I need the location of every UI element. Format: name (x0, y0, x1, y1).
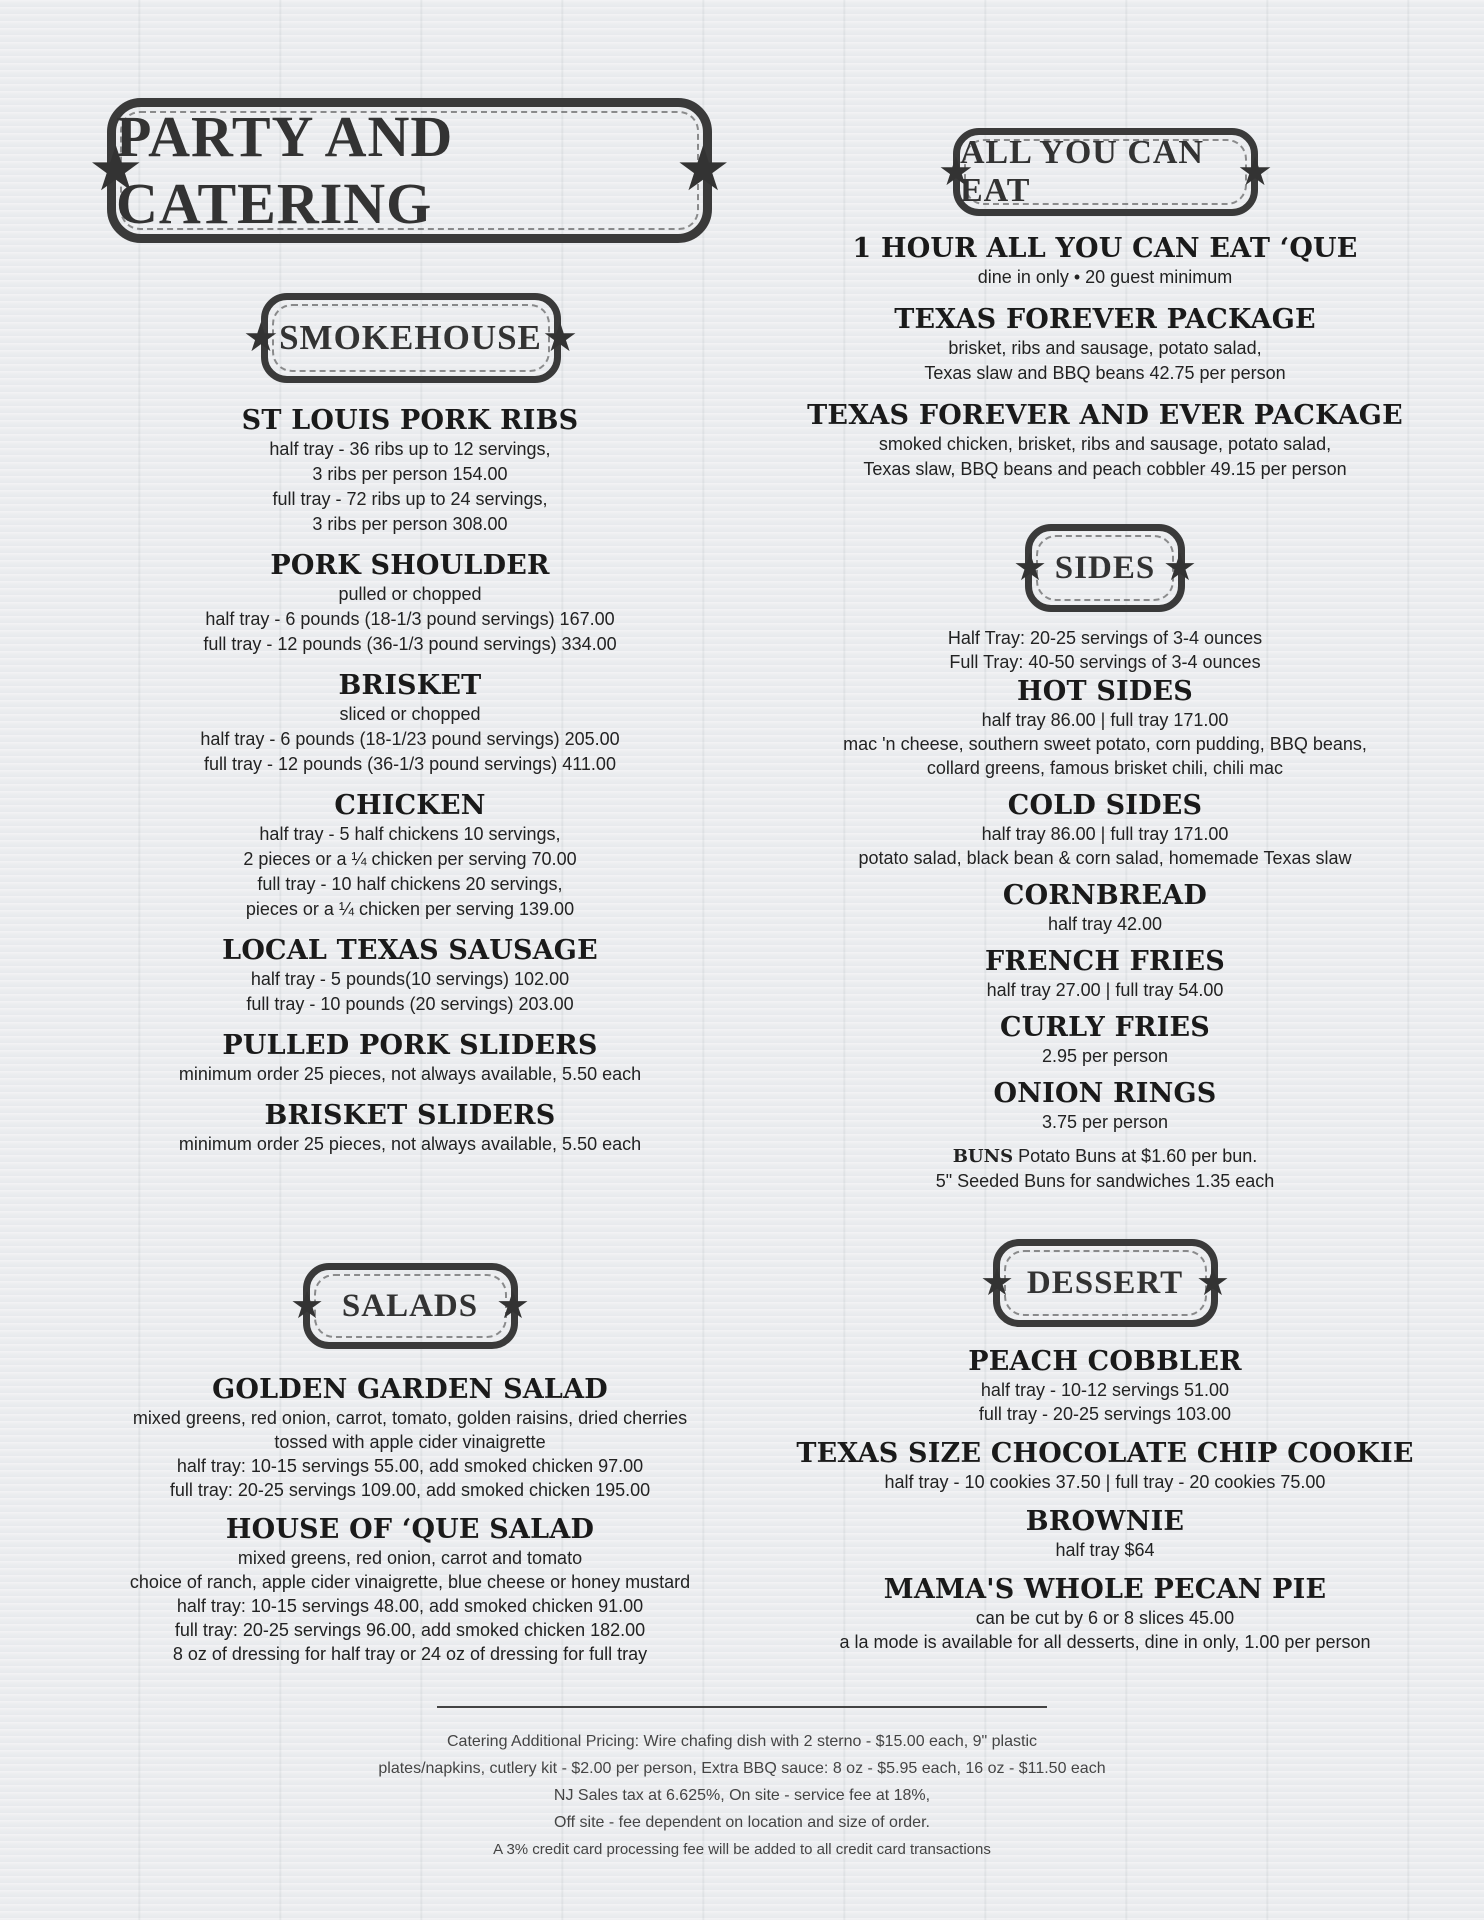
item-title: HOUSE OF ‘QUE SALAD (225, 1514, 595, 1545)
ayce-frame (953, 128, 1258, 216)
menu-item-pulled-pork-sliders (95, 1030, 725, 1087)
item-desc: full tray - 12 pounds (36-1/3 pound servings) 411.00 (204, 754, 616, 774)
star-icon: ★ (495, 1285, 530, 1327)
star-icon: ★ (1013, 547, 1048, 589)
dessert-items (790, 1346, 1420, 1654)
sides-items (790, 626, 1420, 1193)
footer-line: Off site - fee dependent on location and size of order. (554, 1814, 930, 1831)
item-desc: Texas slaw, BBQ beans and peach cobbler 49.15 per person (863, 459, 1347, 479)
dessert-badge (980, 1238, 1230, 1328)
menu-item-texas-forever-package (790, 304, 1420, 386)
footer-notes (350, 1728, 1134, 1863)
menu-item-golden-garden-salad (90, 1374, 730, 1502)
item-desc: half tray 86.00 | full tray 171.00 (981, 824, 1229, 844)
item-title: CORNBREAD (1002, 880, 1208, 911)
star-icon: ★ (542, 316, 578, 360)
menu-item-st-louis-pork-ribs (95, 405, 725, 537)
section-title-salads: SALADS (341, 1287, 479, 1324)
header-badge (88, 95, 731, 245)
item-desc: pulled or chopped (338, 584, 482, 604)
item-title: TEXAS FOREVER PACKAGE (894, 304, 1316, 335)
star-icon: ★ (1162, 547, 1197, 589)
item-title: CHICKEN (334, 790, 486, 821)
buns-line (790, 1144, 1420, 1169)
star-icon: ★ (675, 135, 731, 204)
item-title: ST LOUIS PORK RIBS (241, 405, 579, 436)
menu-item-peach-cobbler (790, 1346, 1420, 1426)
item-desc: tossed with apple cider vinaigrette (274, 1432, 546, 1452)
menu-item-curly-fries (790, 1012, 1420, 1068)
footer-line: plates/napkins, cutlery kit - $2.00 per person, Extra BBQ sauce: 8 oz - $5.95 each, 16 oz - $11.50 each (378, 1760, 1106, 1777)
item-desc: collard greens, famous brisket chili, chili mac (926, 758, 1284, 778)
menu-item-1-hour-ayce (790, 233, 1420, 290)
item-title: TEXAS FOREVER AND EVER PACKAGE (807, 400, 1403, 431)
footer-line: A 3% credit card processing fee will be added to all credit card transactions (493, 1841, 991, 1858)
item-desc: 3 ribs per person 154.00 (312, 464, 508, 484)
item-desc: 2 pieces or a ¼ chicken per serving 70.00 (243, 849, 577, 869)
menu-item-pork-shoulder (95, 550, 725, 657)
item-title: 1 HOUR ALL YOU CAN EAT ‘QUE (852, 233, 1358, 264)
star-icon: ★ (938, 150, 974, 194)
star-icon: ★ (243, 316, 279, 360)
item-desc: full tray - 20-25 servings 103.00 (978, 1404, 1232, 1424)
sides-intro-line: Half Tray: 20-25 servings of 3-4 ounces (947, 628, 1263, 648)
footer-divider (437, 1706, 1047, 1708)
sides-frame (1025, 524, 1185, 612)
item-desc: half tray $64 (1055, 1540, 1155, 1560)
item-desc: half tray - 5 half chickens 10 servings, (259, 824, 561, 844)
item-title: MAMA'S WHOLE PECAN PIE (883, 1574, 1327, 1605)
salads-frame (303, 1263, 518, 1349)
item-desc: mac 'n cheese, southern sweet potato, corn pudding, BBQ beans, (843, 734, 1367, 754)
menu-item-local-texas-sausage (95, 935, 725, 1017)
menu-item-french-fries (790, 946, 1420, 1002)
item-desc: half tray - 10-12 servings 51.00 (980, 1380, 1230, 1400)
page-title: PARTY AND CATERING (116, 104, 454, 236)
item-desc: 8 oz of dressing for half tray or 24 oz of dressing for full tray (172, 1644, 648, 1664)
smokehouse-badge (243, 292, 578, 384)
star-icon: ★ (1195, 1262, 1230, 1304)
item-desc: full tray: 20-25 servings 109.00, add smoked chicken 195.00 (169, 1480, 651, 1500)
footer-line: NJ Sales tax at 6.625%, On site - service fee at 18%, (553, 1787, 931, 1804)
star-icon: ★ (1237, 150, 1273, 194)
item-title: ONION RINGS (993, 1078, 1217, 1109)
menu-item-cornbread (790, 880, 1420, 936)
menu-item-chocolate-chip-cookie (790, 1438, 1420, 1494)
item-desc: choice of ranch, apple cider vinaigrette, blue cheese or honey mustard (129, 1572, 691, 1592)
item-title: TEXAS SIZE CHOCOLATE CHIP COOKIE (796, 1438, 1414, 1469)
item-desc: half tray 42.00 (1047, 914, 1163, 934)
item-title: CURLY FRIES (1000, 1012, 1210, 1043)
menu-item-chicken (95, 790, 725, 922)
star-icon: ★ (980, 1262, 1015, 1304)
section-title-dessert: DESSERT (1026, 1264, 1184, 1301)
salads-badge (290, 1262, 530, 1350)
sides-badge (1015, 523, 1195, 613)
item-desc: half tray: 10-15 servings 48.00, add smoked chicken 91.00 (176, 1596, 644, 1616)
item-desc: mixed greens, red onion, carrot, tomato, golden raisins, dried cherries (132, 1408, 688, 1428)
item-desc: full tray - 12 pounds (36-1/3 pound servings) 334.00 (203, 634, 617, 654)
menu-item-hot-sides (790, 676, 1420, 780)
item-title: COLD SIDES (1007, 790, 1203, 821)
buns-label: BUNS (952, 1146, 1014, 1167)
item-desc: can be cut by 6 or 8 slices 45.00 (975, 1608, 1235, 1628)
menu-item-texas-forever-and-ever-package (790, 400, 1420, 482)
item-desc: 3.75 per person (1041, 1112, 1169, 1132)
item-desc: 3 ribs per person 308.00 (312, 514, 508, 534)
item-desc: dine in only • 20 guest minimum (977, 267, 1233, 287)
sides-intro-line: Full Tray: 40-50 servings of 3-4 ounces (949, 652, 1261, 672)
item-desc: half tray 86.00 | full tray 171.00 (981, 710, 1229, 730)
item-title: PEACH COBBLER (968, 1346, 1242, 1377)
ayce-items (790, 233, 1420, 482)
ayce-badge (938, 127, 1273, 217)
item-desc: full tray - 10 half chickens 20 servings, (257, 874, 563, 894)
section-title-ayce: ALL YOU CAN EAT (960, 134, 1204, 209)
item-desc: full tray - 10 pounds (20 servings) 203.00 (246, 994, 574, 1014)
menu-item-brisket (95, 670, 725, 777)
item-desc: Texas slaw and BBQ beans 42.75 per person (924, 363, 1286, 383)
footer-line: Catering Additional Pricing: Wire chafing dish with 2 sterno - $15.00 each, 9" plastic (447, 1733, 1037, 1750)
menu-item-pecan-pie (790, 1574, 1420, 1654)
item-desc: half tray: 10-15 servings 55.00, add smoked chicken 97.00 (176, 1456, 644, 1476)
item-desc: half tray - 6 pounds (18-1/3 pound servings) 167.00 (205, 609, 615, 629)
star-icon: ★ (88, 135, 144, 204)
item-desc: minimum order 25 pieces, not always available, 5.50 each (178, 1064, 642, 1084)
buns-line-2: 5" Seeded Buns for sandwiches 1.35 each (935, 1171, 1275, 1191)
item-desc: full tray - 72 ribs up to 24 servings, (272, 489, 548, 509)
item-desc: half tray - 6 pounds (18-1/23 pound servings) 205.00 (200, 729, 620, 749)
menu-item-onion-rings (790, 1078, 1420, 1134)
header-frame (107, 98, 712, 243)
salads-items (90, 1374, 730, 1666)
item-desc: sliced or chopped (339, 704, 481, 724)
item-title: BRISKET SLIDERS (264, 1100, 556, 1131)
item-desc: smoked chicken, brisket, ribs and sausage, potato salad, (878, 434, 1332, 454)
sides-intro (790, 626, 1420, 674)
item-title: PORK SHOULDER (270, 550, 550, 581)
buns-text: Potato Buns at $1.60 per bun. (1013, 1146, 1258, 1166)
item-desc: mixed greens, red onion, carrot and tomato (237, 1548, 583, 1568)
item-title: LOCAL TEXAS SAUSAGE (222, 935, 598, 966)
item-desc: full tray: 20-25 servings 96.00, add smoked chicken 182.00 (174, 1620, 646, 1640)
star-icon: ★ (290, 1285, 325, 1327)
item-desc: minimum order 25 pieces, not always available, 5.50 each (178, 1134, 642, 1154)
item-desc: pieces or a ¼ chicken per serving 139.00 (245, 899, 575, 919)
item-desc: brisket, ribs and sausage, potato salad, (948, 338, 1262, 358)
item-title: BROWNIE (1025, 1506, 1185, 1537)
item-desc: half tray 27.00 | full tray 54.00 (986, 980, 1224, 1000)
item-desc: potato salad, black bean & corn salad, homemade Texas slaw (858, 848, 1352, 868)
item-desc: a la mode is available for all desserts, dine in only, 1.00 per person (839, 1632, 1371, 1652)
menu-item-brisket-sliders (95, 1100, 725, 1157)
menu-item-brownie (790, 1506, 1420, 1562)
item-title: BRISKET (338, 670, 482, 701)
item-title: HOT SIDES (1017, 676, 1193, 707)
section-title-sides: SIDES (1054, 549, 1156, 586)
menu-item-buns (790, 1144, 1420, 1193)
dessert-frame (993, 1239, 1218, 1327)
item-desc: half tray - 5 pounds(10 servings) 102.00 (250, 969, 570, 989)
item-desc: 2.95 per person (1041, 1046, 1169, 1066)
item-title: GOLDEN GARDEN SALAD (212, 1374, 608, 1405)
section-title-smokehouse: SMOKEHOUSE (279, 318, 542, 357)
item-desc: half tray - 10 cookies 37.50 | full tray - 20 cookies 75.00 (884, 1472, 1326, 1492)
smokehouse-frame (261, 293, 561, 383)
menu-item-cold-sides (790, 790, 1420, 870)
item-title: PULLED PORK SLIDERS (222, 1030, 598, 1061)
item-desc: half tray - 36 ribs up to 12 servings, (269, 439, 551, 459)
item-title: FRENCH FRIES (985, 946, 1225, 977)
smokehouse-items (95, 405, 725, 1157)
menu-item-house-of-que-salad (90, 1514, 730, 1666)
